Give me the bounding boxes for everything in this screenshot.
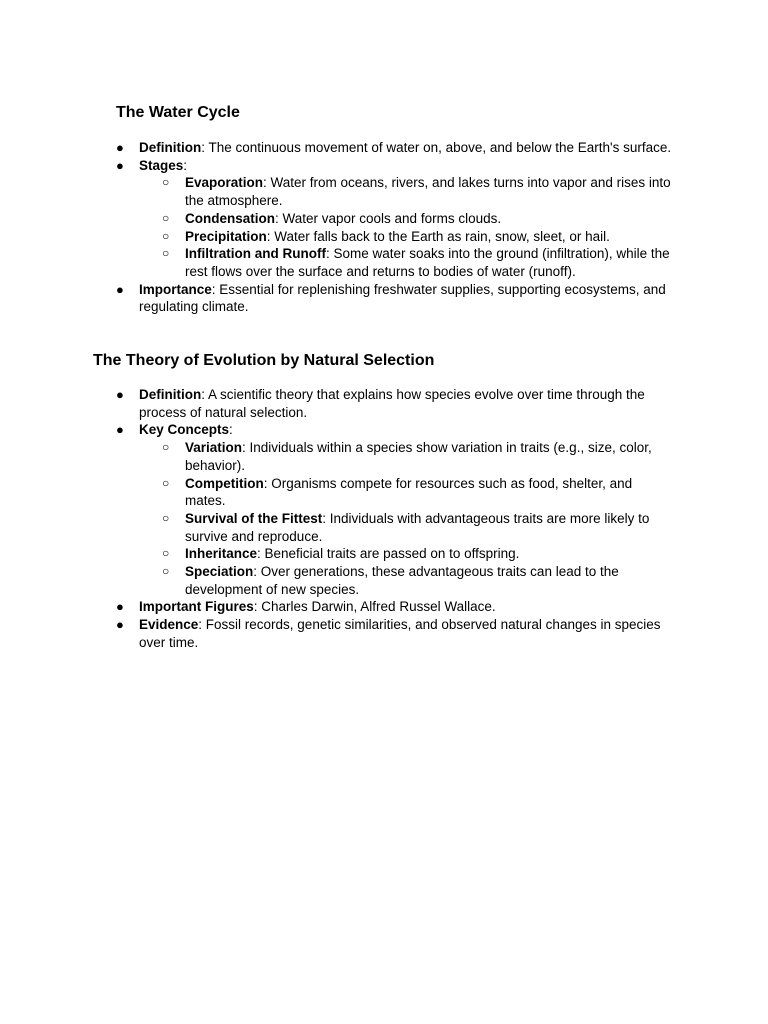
list-item-inheritance (162, 545, 676, 563)
sub-bullet-icon: ○ (162, 546, 170, 561)
list-item-condensation (162, 210, 676, 228)
term-survival-of-the-fittest: Survival of the Fittest (185, 510, 323, 526)
bullet-icon: ● (116, 387, 124, 402)
sub-bullet-icon: ○ (162, 228, 170, 243)
desc-importance: : Essential for replenishing freshwater supplies, supporting ecosystems, and regulating climate. (139, 281, 666, 315)
sub-bullet-icon: ○ (162, 510, 170, 525)
term-condensation: Condensation (185, 210, 275, 226)
term-variation: Variation (185, 440, 243, 456)
evolution-heading: The Theory of Evolution by Natural Selection (93, 352, 435, 369)
bullet-icon: ● (116, 281, 124, 297)
desc-speciation: : Over generations, these advantageous traits can lead to the development of new species. (185, 564, 619, 597)
water-cycle-list (116, 139, 676, 316)
list-item-speciation (162, 563, 676, 598)
desc-important-figures: : Charles Darwin, Alfred Russel Wallace. (253, 599, 496, 615)
desc-precipitation: : Water falls back to the Earth as rain, snow, sleet, or hail. (266, 228, 610, 244)
term-evidence: Evidence (139, 617, 199, 633)
bullet-icon: ● (116, 422, 124, 438)
desc-variation: : Individuals within a species show variation in traits (e.g., size, color, behavior). (185, 440, 652, 473)
bullet-icon: ● (116, 599, 124, 615)
list-item-survival-of-the-fittest (162, 510, 676, 545)
term-speciation: Speciation (185, 564, 254, 580)
term-importance: Importance (139, 281, 212, 297)
bullet-icon: ● (116, 140, 124, 155)
list-item-stages (116, 157, 676, 281)
term-definition: Definition (139, 140, 202, 155)
sub-bullet-icon: ○ (162, 210, 170, 225)
list-item-infiltration-runoff (162, 245, 676, 280)
desc-definition: : The continuous movement of water on, above, and below the Earth's surface. (201, 140, 672, 155)
desc-evidence: : Fossil records, genetic similarities, and observed natural changes in species over time. (139, 617, 661, 650)
desc-survival-of-the-fittest: : Individuals with advantageous traits are more likely to survive and reproduce. (185, 510, 650, 544)
term-precipitation: Precipitation (185, 228, 267, 244)
sub-bullet-icon: ○ (162, 475, 170, 490)
list-item-key-concepts (116, 421, 676, 598)
water-cycle-section (116, 103, 676, 123)
concepts-sublist (139, 439, 676, 598)
desc-stages: : (183, 157, 188, 173)
stages-sublist (139, 174, 676, 280)
term-evaporation: Evaporation (185, 175, 264, 191)
sub-bullet-icon: ○ (162, 246, 170, 261)
desc-key-concepts: : (229, 422, 233, 438)
sub-bullet-icon: ○ (162, 564, 170, 579)
desc-inheritance: : Beneficial traits are passed on to offspring. (257, 546, 520, 562)
term-inheritance: Inheritance (185, 546, 258, 562)
bullet-icon: ● (116, 157, 124, 173)
term-important-figures: Important Figures (139, 599, 254, 615)
desc-infiltration-runoff: : Some water soaks into the ground (infiltration), while the rest flows over the surface and returns to bodies of water (runoff). (185, 246, 670, 279)
list-item-competition (162, 475, 676, 510)
list-item-importance (116, 281, 676, 316)
evolution-list (116, 386, 676, 652)
water-cycle-bullets (116, 139, 676, 316)
list-item-precipitation (162, 228, 676, 246)
bullet-icon: ● (116, 617, 124, 633)
desc-evaporation: : Water from oceans, rivers, and lakes turns into vapor and rises into the atmosphere. (185, 175, 671, 209)
term-key-concepts: Key Concepts (139, 422, 230, 438)
evolution-section (93, 351, 676, 371)
sub-bullet-icon: ○ (162, 440, 170, 455)
list-item-evidence (116, 616, 676, 651)
list-item-definition (116, 139, 676, 157)
list-item-variation (162, 439, 676, 474)
term-competition: Competition (185, 475, 264, 491)
desc-condensation: : Water vapor cools and forms clouds. (275, 210, 502, 226)
list-item-important-figures (116, 598, 676, 616)
term-evolution-definition: Definition (139, 387, 202, 402)
term-infiltration-runoff: Infiltration and Runoff (185, 246, 326, 262)
evolution-bullets (116, 386, 676, 652)
desc-evolution-definition: : A scientific theory that explains how species evolve over time through the process of natural selection. (139, 387, 645, 420)
water-cycle-heading: The Water Cycle (116, 104, 240, 121)
list-item-evolution-definition (116, 386, 676, 421)
desc-competition: : Organisms compete for resources such as food, shelter, and mates. (185, 475, 633, 509)
sub-bullet-icon: ○ (162, 175, 170, 190)
list-item-evaporation (162, 174, 676, 209)
term-stages: Stages (139, 157, 184, 173)
